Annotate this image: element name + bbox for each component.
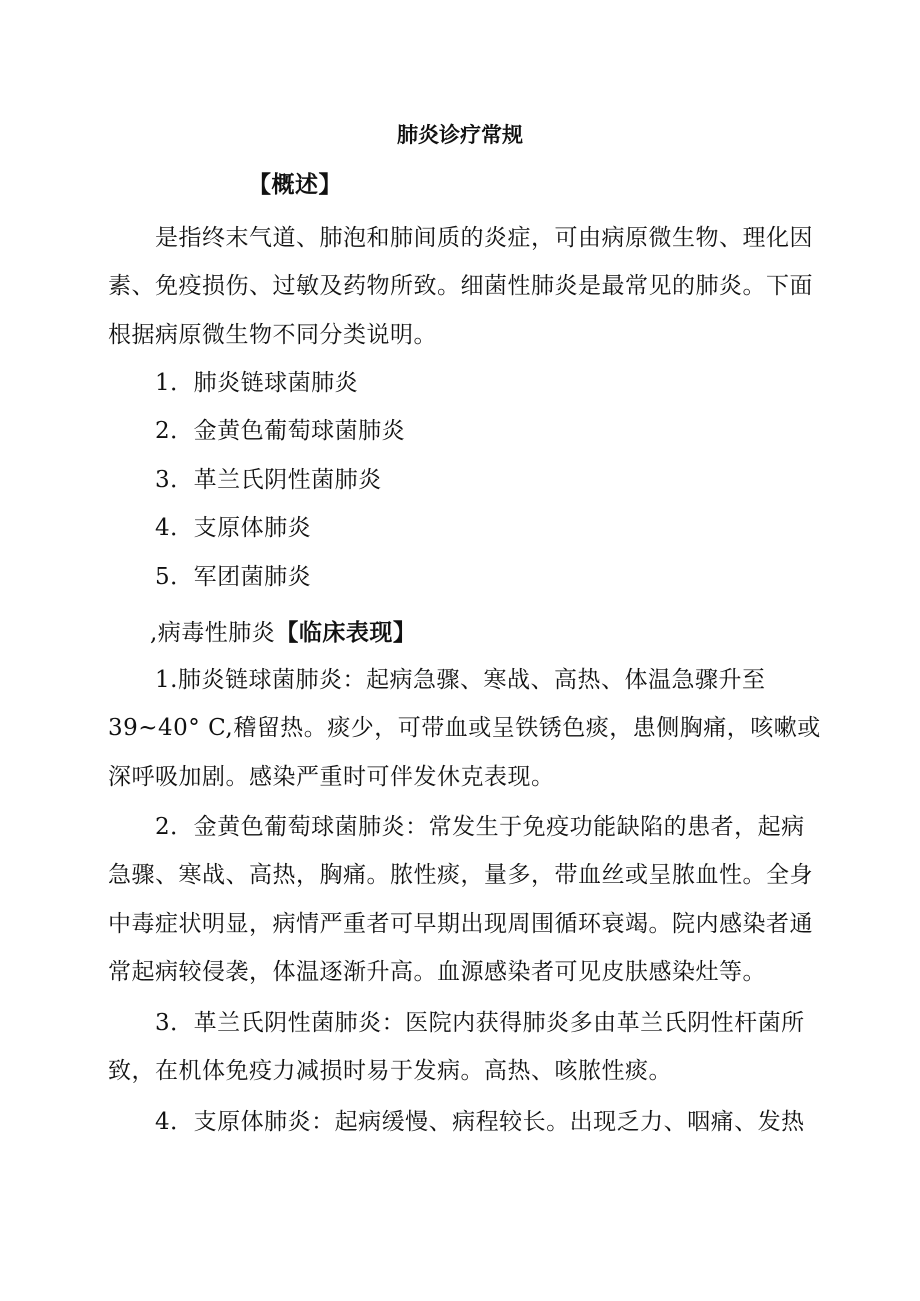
- overview-line: 素、免疫损伤、过敏及药物所致。细菌性肺炎是最常见的肺炎。下面: [108, 273, 813, 299]
- type-list-item: 3．革兰氏阴性菌肺炎: [155, 467, 382, 493]
- type-list-item: 4．支原体肺炎: [155, 515, 312, 541]
- clinical-line: 急骤、寒战、高热，胸痛。脓性痰，量多，带血丝或呈脓血性。全身: [108, 862, 813, 888]
- clinical-line: 深呼吸加剧。感染严重时可伴发休克表现。: [108, 764, 555, 790]
- clinical-line: 2．金黄色葡萄球菌肺炎：常发生于免疫功能缺陷的患者，起病: [155, 814, 805, 840]
- clinical-heading: 【临床表现】: [275, 620, 417, 646]
- clinical-line: 1.肺炎链球菌肺炎：起病急骤、寒战、高热、体温急骤升至: [155, 667, 766, 693]
- overview-line: 根据病原微生物不同分类说明。: [108, 322, 437, 348]
- page-title: 肺炎诊疗常规: [397, 123, 523, 147]
- viral-clinical-line: [150, 618, 416, 648]
- type-list-item: 2．金黄色葡萄球菌肺炎: [155, 418, 406, 444]
- type-list-item: 1．肺炎链球菌肺炎: [155, 370, 359, 396]
- type-list-item: 5．军团菌肺炎: [155, 564, 312, 590]
- viral-pneumonia-label: ,病毒性肺炎: [150, 620, 276, 646]
- clinical-line: 39~40° C,稽留热。痰少，可带血或呈铁锈色痰，患侧胸痛，咳嗽或: [108, 715, 821, 741]
- clinical-line: 3．革兰氏阴性菌肺炎：医院内获得肺炎多由革兰氏阴性杆菌所: [155, 1010, 805, 1036]
- clinical-line: 4．支原体肺炎：起病缓慢、病程较长。出现乏力、咽痛、发热: [155, 1109, 805, 1135]
- overview-line: 是指终末气道、肺泡和肺间质的炎症，可由病原微生物、理化因: [155, 225, 813, 251]
- clinical-line: 中毒症状明显，病情严重者可早期出现周围循环衰竭。院内感染者通: [108, 911, 813, 937]
- overview-heading: 【概述】: [248, 172, 342, 198]
- clinical-line: 常起病较侵袭，体温逐渐升高。血源感染者可见皮肤感染灶等。: [108, 959, 766, 985]
- clinical-line: 致，在机体免疫力减损时易于发病。高热、咳脓性痰。: [108, 1058, 672, 1084]
